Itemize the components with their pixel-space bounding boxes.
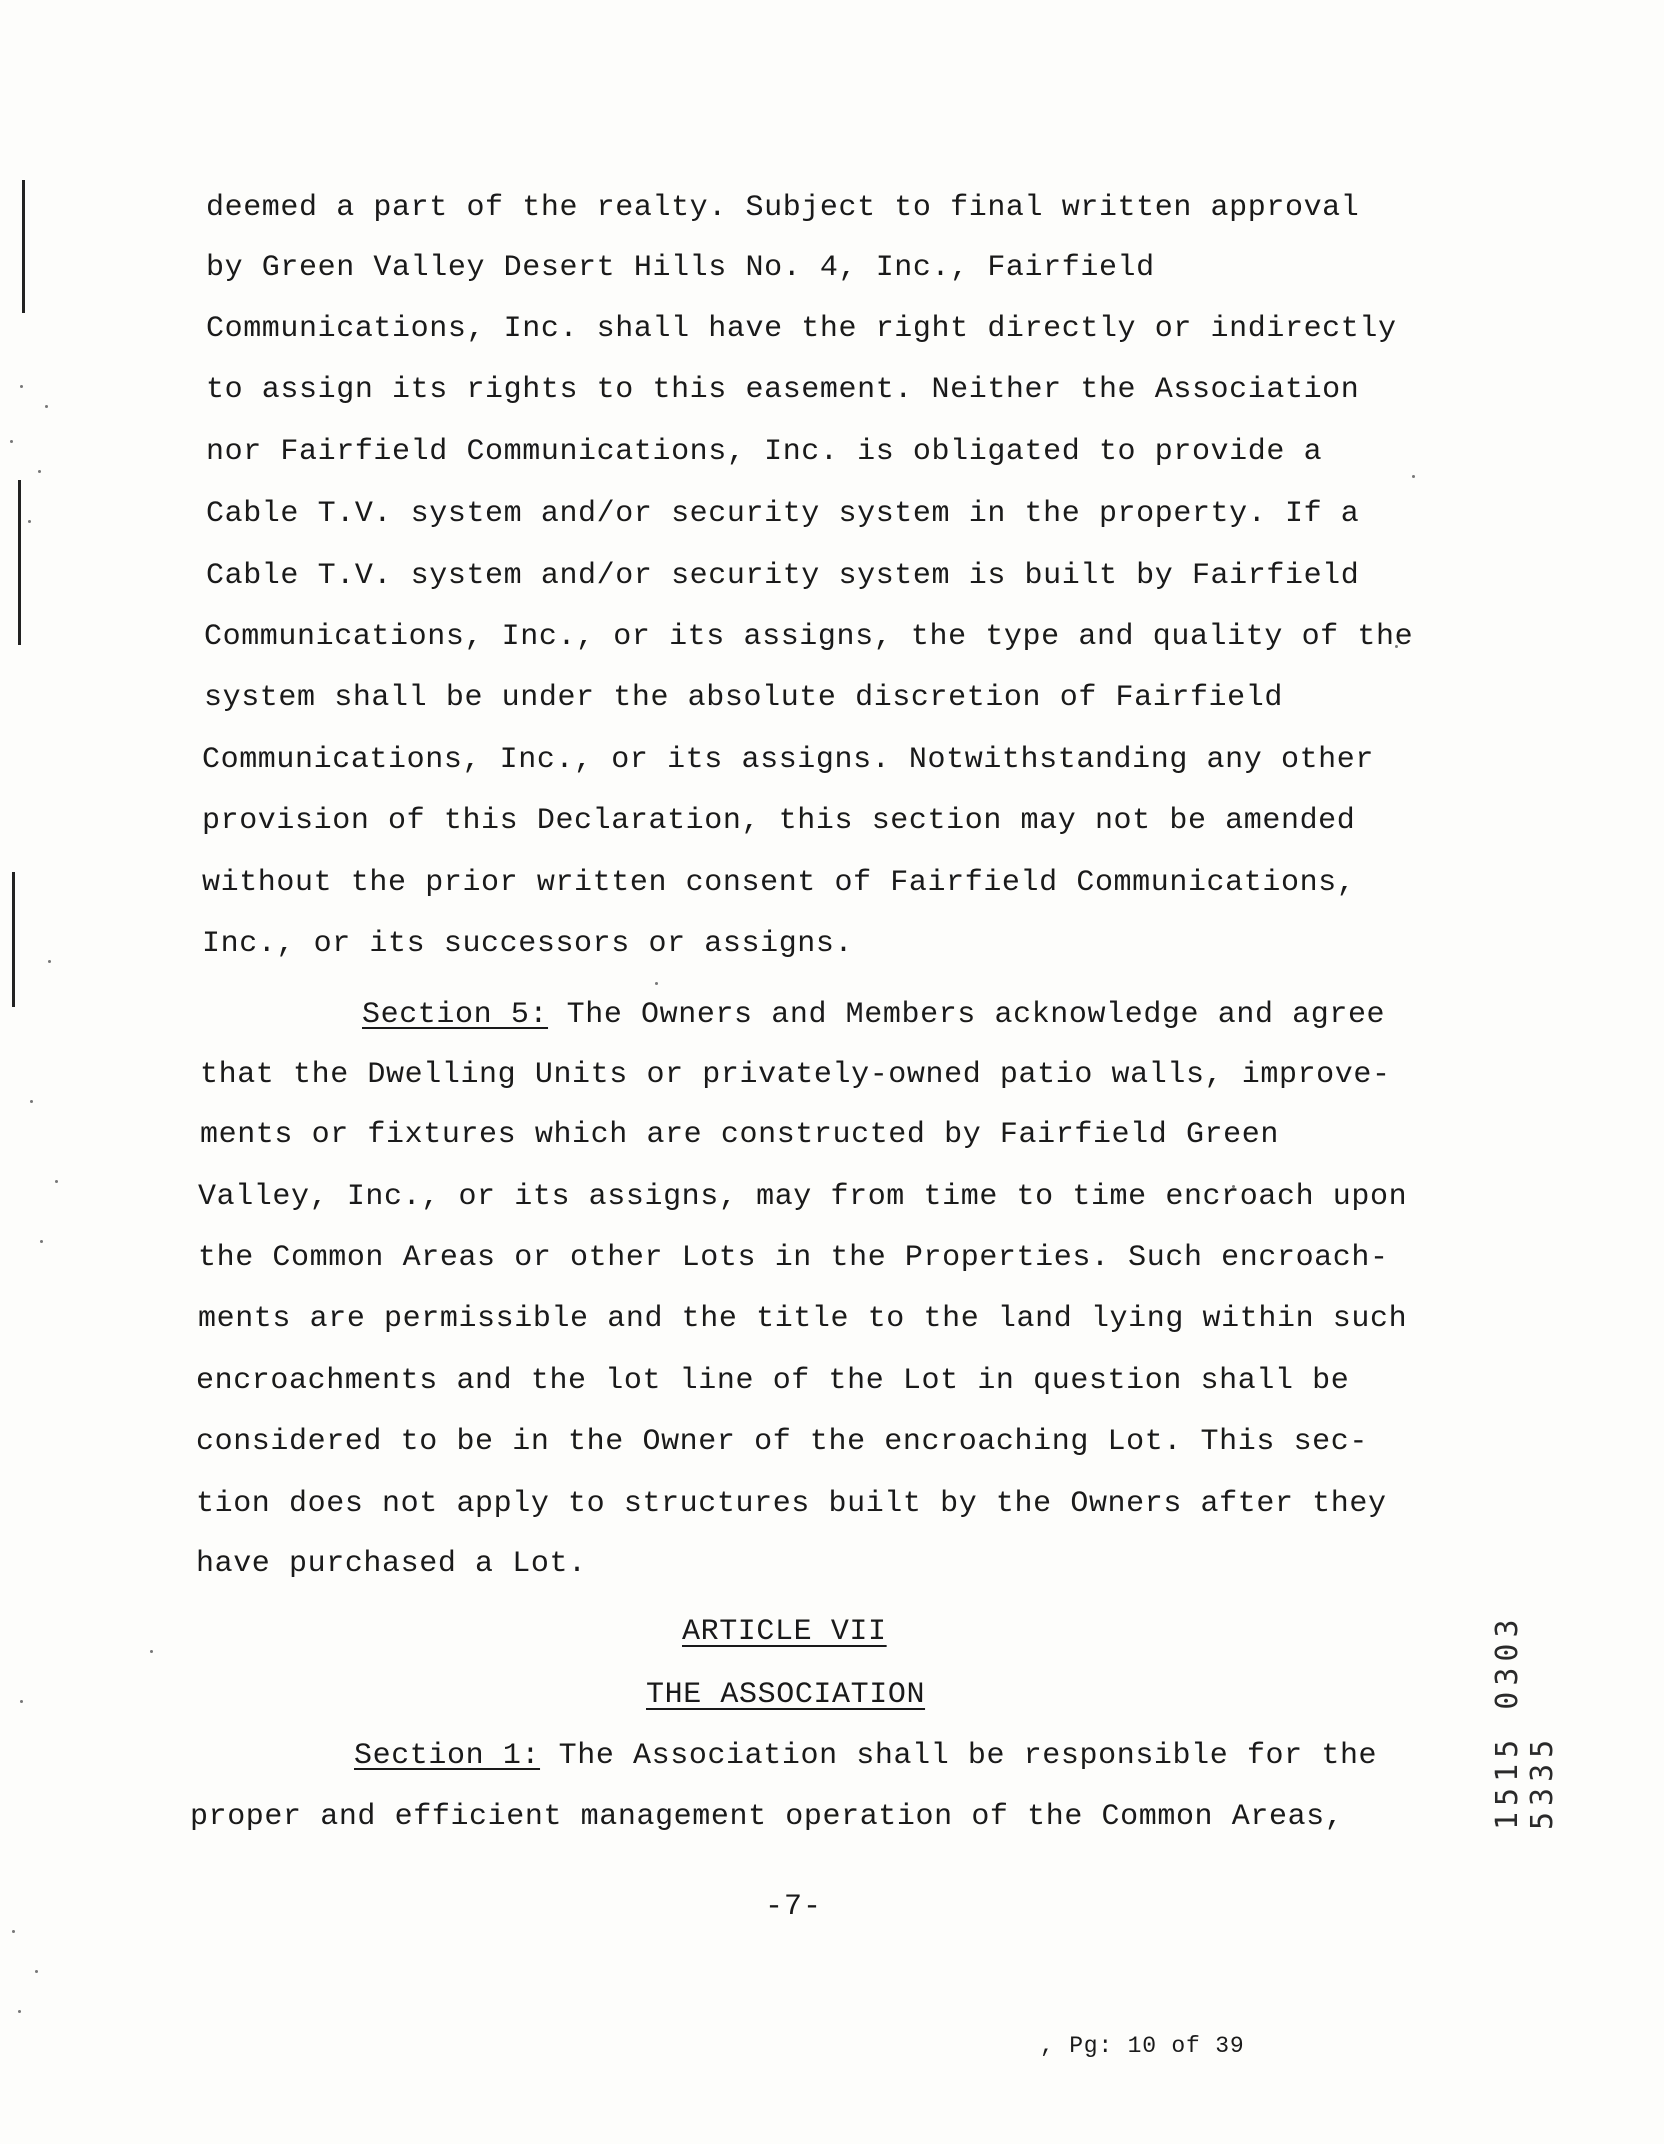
scan-speck xyxy=(20,1700,23,1703)
article-title: THE ASSOCIATION xyxy=(646,1678,926,1712)
margin-bar-middle xyxy=(18,480,21,645)
body-line: encroachments and the lot line of the Lot in question shall be xyxy=(196,1364,1350,1398)
page-number: -7- xyxy=(765,1890,823,1924)
body-line: Valley, Inc., or its assigns, may from time to time encroach upon xyxy=(198,1180,1408,1214)
scan-speck xyxy=(10,440,13,443)
body-line: without the prior written consent of Fairfield Communications, xyxy=(202,866,1356,900)
scan-speck xyxy=(20,385,23,388)
body-line: considered to be in the Owner of the encroaching Lot. This sec- xyxy=(196,1425,1368,1459)
scan-speck xyxy=(35,1970,38,1973)
scan-speck xyxy=(150,1650,153,1653)
section-1-first-line-text: The Association shall be responsible for the xyxy=(540,1739,1378,1773)
body-line: have purchased a Lot. xyxy=(196,1547,587,1581)
body-line: ments are permissible and the title to the land lying within such xyxy=(198,1302,1408,1336)
body-line: Cable T.V. system and/or security system is built by Fairfield xyxy=(206,559,1360,593)
recording-stamp-text: 1515 0303 5335 xyxy=(1490,1613,1560,1830)
body-line: deemed a part of the realty. Subject to final written approval xyxy=(206,191,1360,225)
scan-speck xyxy=(30,1100,33,1103)
recording-stamp xyxy=(1490,1510,1560,1830)
body-line: nor Fairfield Communications, Inc. is obligated to provide a xyxy=(206,435,1323,469)
body-line: system shall be under the absolute discretion of Fairfield xyxy=(204,681,1283,715)
body-line: ments or fixtures which are constructed by Fairfield Green xyxy=(200,1118,1279,1152)
body-line: to assign its rights to this easement. Neither the Association xyxy=(206,373,1360,407)
scan-speck xyxy=(1412,475,1415,478)
section-1-label: Section 1: xyxy=(354,1739,541,1773)
body-line: the Common Areas or other Lots in the Properties. Such encroach- xyxy=(198,1241,1389,1275)
article-heading: ARTICLE VII xyxy=(682,1615,887,1649)
scan-speck xyxy=(12,1930,15,1933)
margin-bar-lower xyxy=(12,872,15,1007)
body-line: provision of this Declaration, this section may not be amended xyxy=(202,804,1356,838)
footer-page-count: , Pg: 10 of 39 xyxy=(1040,2033,1245,2059)
body-line: tion does not apply to structures built by the Owners after they xyxy=(196,1487,1387,1521)
margin-bar-top xyxy=(22,180,25,313)
scan-speck xyxy=(55,1180,58,1183)
section-5-first-line xyxy=(362,1000,1385,1030)
scan-speck xyxy=(48,960,51,963)
body-line: Cable T.V. system and/or security system in the property. If a xyxy=(206,497,1360,531)
section-5-label: Section 5: xyxy=(362,998,549,1032)
scan-speck xyxy=(45,405,48,408)
body-line: Communications, Inc., or its assigns, the type and quality of the xyxy=(204,620,1414,654)
section-5-first-line-text: The Owners and Members acknowledge and agree xyxy=(548,998,1386,1032)
scan-speck xyxy=(40,1240,43,1243)
body-line: by Green Valley Desert Hills No. 4, Inc., Fairfield xyxy=(206,251,1155,285)
body-line: proper and efficient management operation of the Common Areas, xyxy=(190,1800,1344,1834)
body-line: Communications, Inc., or its assigns. Notwithstanding any other xyxy=(202,743,1374,777)
body-line: that the Dwelling Units or privately-owned patio walls, improve- xyxy=(200,1058,1391,1092)
scan-speck xyxy=(28,520,31,523)
scan-speck xyxy=(18,2010,21,2013)
scan-speck xyxy=(655,982,658,985)
body-line: Inc., or its successors or assigns. xyxy=(202,927,854,961)
scan-speck xyxy=(38,470,41,473)
body-line: Communications, Inc. shall have the right directly or indirectly xyxy=(206,312,1397,346)
section-1-first-line xyxy=(354,1741,1377,1771)
